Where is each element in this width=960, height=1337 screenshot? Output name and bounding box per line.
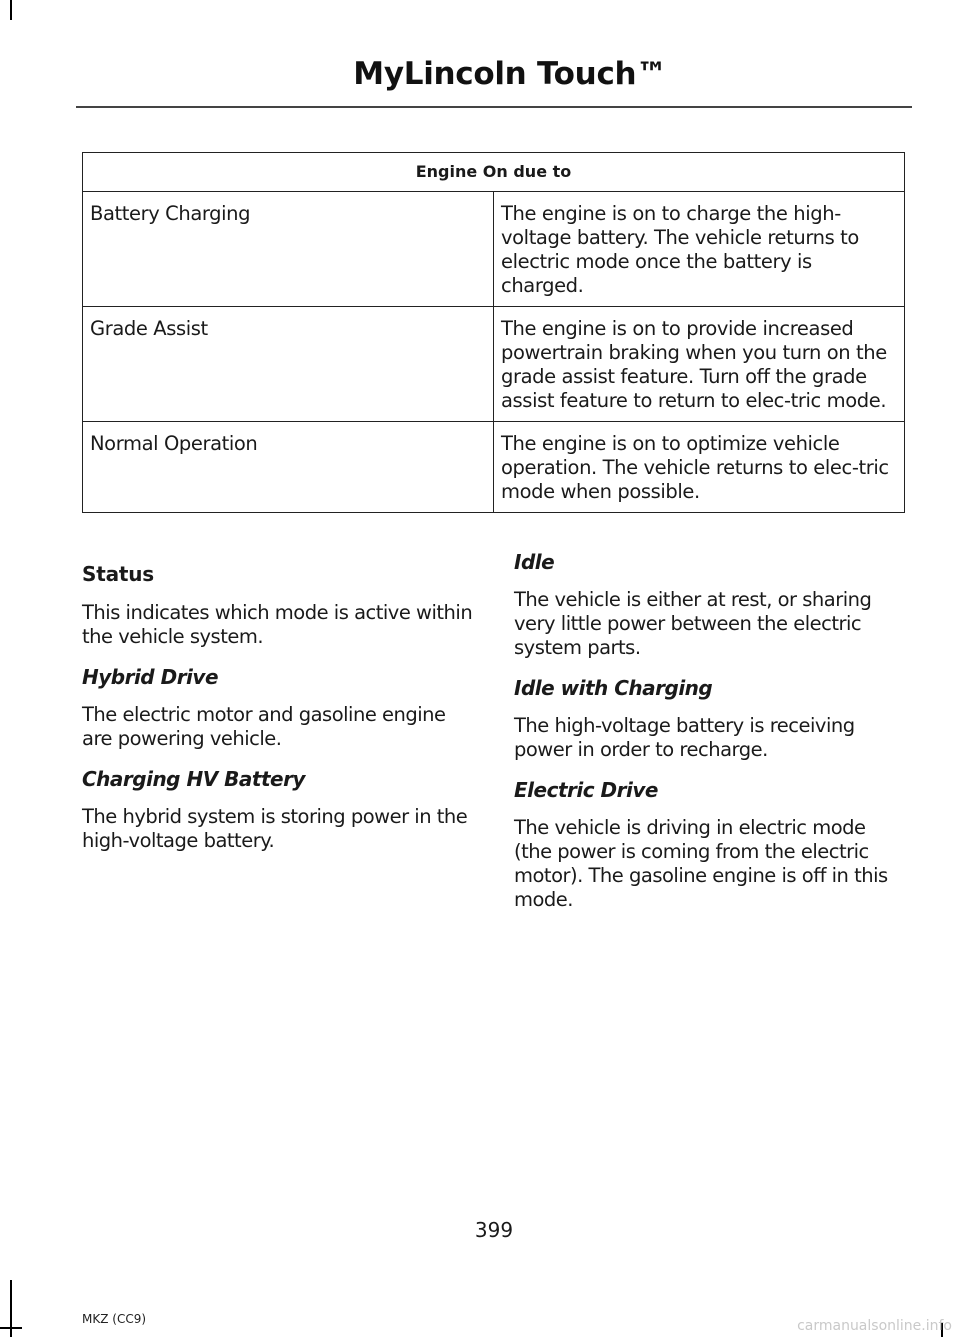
left-column <box>82 562 474 869</box>
table-heading: Engine On due to <box>83 153 905 192</box>
table-cell-description: The engine is on to provide increased powertrain braking when you turn on the grade assist feature. Turn off the grade assist feature to return to elec-tric mode. <box>494 307 905 422</box>
footer-model: MKZ (CC9) <box>82 1312 147 1326</box>
mode-heading-electric-drive: Electric Drive <box>514 778 658 802</box>
mode-heading-idle-with-charging: Idle with Charging <box>514 676 713 700</box>
table-row <box>83 307 905 422</box>
header-divider <box>76 106 912 108</box>
table-cell-label: Battery Charging <box>83 192 494 307</box>
table-cell-label: Normal Operation <box>83 422 494 513</box>
table-cell-description: The engine is on to charge the high-voltage battery. The vehicle returns to electric mode once the battery is charged. <box>494 192 905 307</box>
table-cell-label: Grade Assist <box>83 307 494 422</box>
mode-text-charging-hv-battery: The hybrid system is storing power in the high-voltage battery. <box>82 805 468 852</box>
status-intro: This indicates which mode is active within the vehicle system. <box>82 601 473 648</box>
engine-on-table <box>82 152 905 513</box>
mode-text-idle: The vehicle is either at rest, or sharing very little power between the electric system parts. <box>514 588 872 659</box>
status-heading: Status <box>82 562 154 586</box>
right-column <box>514 550 908 928</box>
mode-text-hybrid-drive: The electric motor and gasoline engine are powering vehicle. <box>82 703 446 750</box>
page-title: MyLincoln Touch™ <box>353 56 667 92</box>
watermark: carmanualsonline.info <box>797 1318 952 1334</box>
table-row <box>83 422 905 513</box>
mode-text-idle-with-charging: The high-voltage battery is receiving power in order to recharge. <box>514 714 855 761</box>
mode-heading-charging-hv-battery: Charging HV Battery <box>82 767 305 791</box>
mode-heading-idle: Idle <box>514 550 555 574</box>
mode-text-electric-drive: The vehicle is driving in electric mode (the power is coming from the electric motor). The gasoline engine is off in this mode. <box>514 816 888 911</box>
mode-heading-hybrid-drive: Hybrid Drive <box>82 665 219 689</box>
page-number: 399 <box>474 1218 514 1242</box>
table-row <box>83 192 905 307</box>
crop-mark-top-left-vertical <box>10 0 12 20</box>
crop-mark-bottom-left-horizontal <box>0 1327 22 1329</box>
table-cell-description: The engine is on to optimize vehicle operation. The vehicle returns to elec-tric mode when possible. <box>494 422 905 513</box>
